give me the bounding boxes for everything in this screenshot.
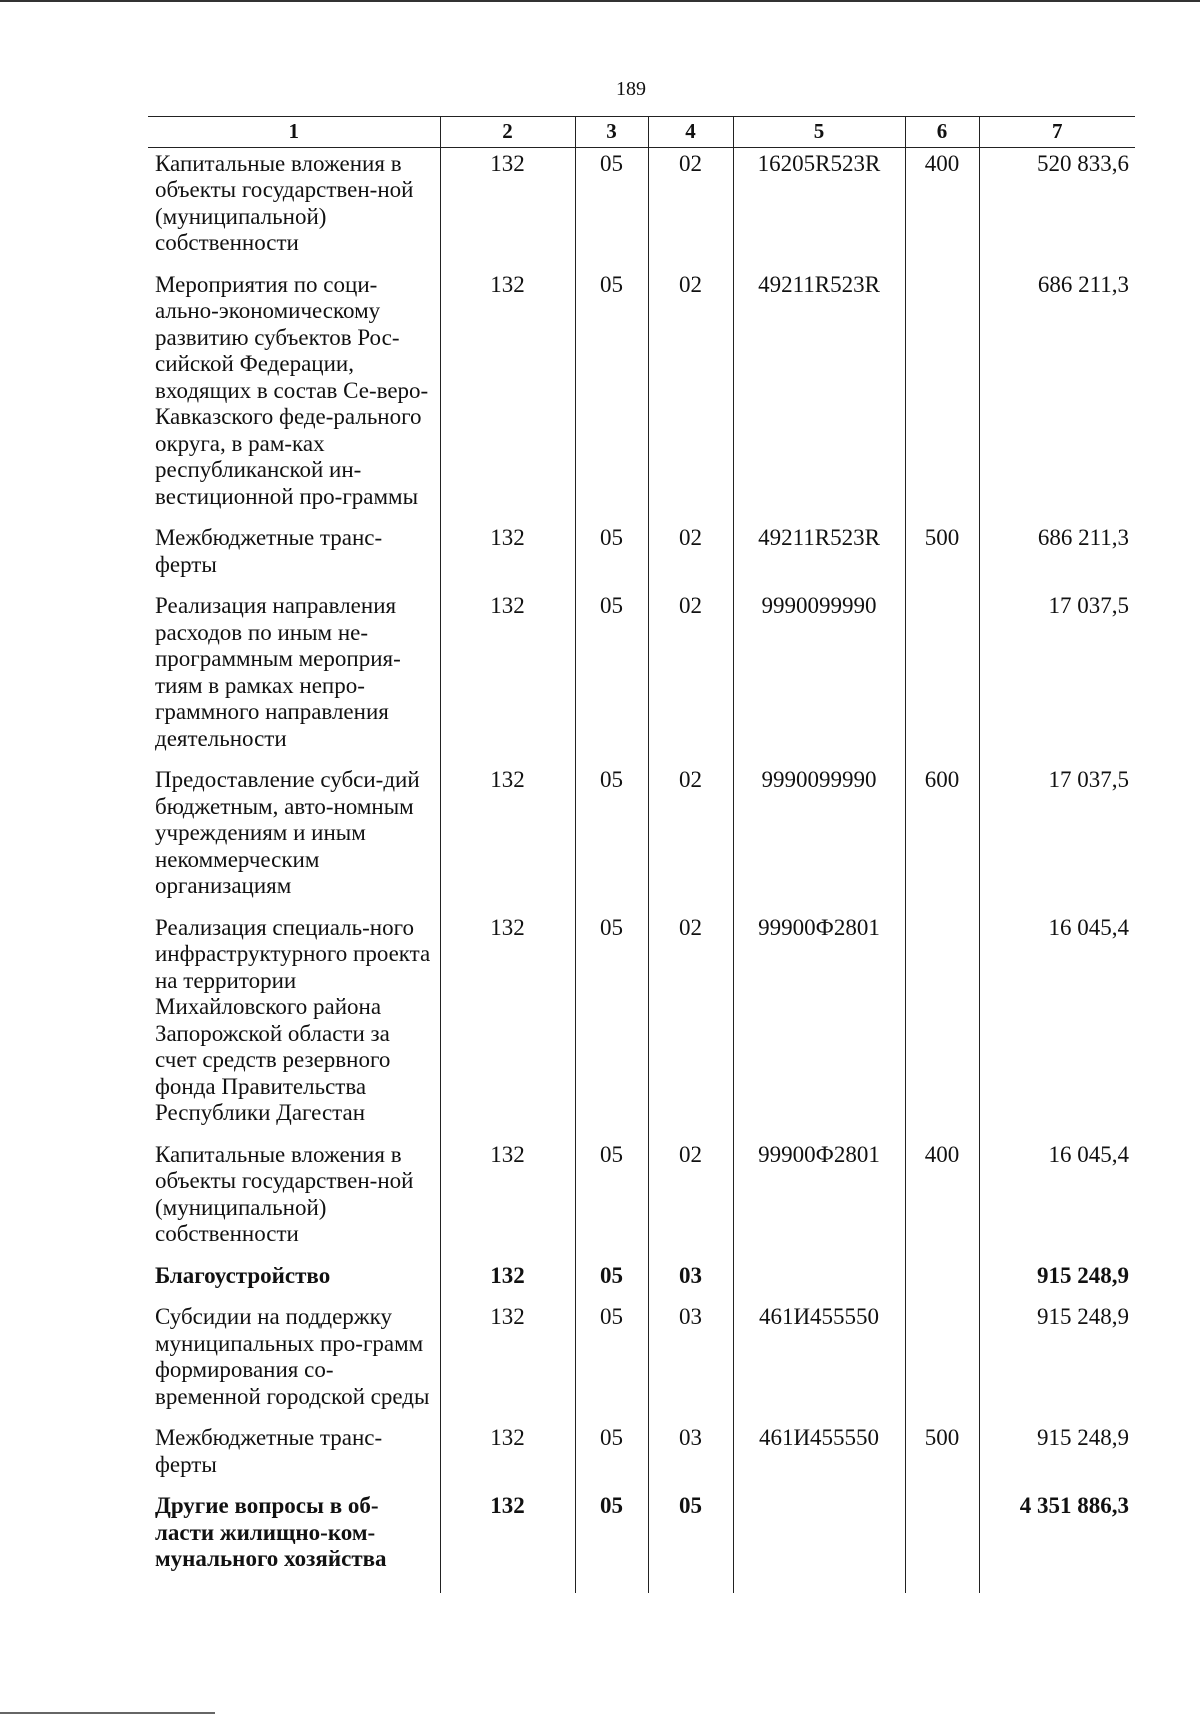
row-col6-cell <box>905 590 979 764</box>
table-row <box>148 147 1135 269</box>
table-row <box>148 1260 1135 1302</box>
row-col4-cell: 02 <box>648 269 733 523</box>
row-col3-cell: 05 <box>575 147 648 269</box>
row-amount-cell: 4 351 886,3 <box>979 1490 1135 1593</box>
row-col5-cell: 461И455550 <box>733 1422 905 1490</box>
row-col3-cell: 05 <box>575 1490 648 1593</box>
row-col6-cell: 400 <box>905 1139 979 1260</box>
row-col2-cell: 132 <box>440 269 575 523</box>
table-body <box>148 147 1135 1593</box>
row-amount-cell: 686 211,3 <box>979 522 1135 590</box>
row-col2-cell: 132 <box>440 147 575 269</box>
row-amount-cell: 915 248,9 <box>979 1422 1135 1490</box>
row-col4-cell: 03 <box>648 1260 733 1302</box>
row-col5-cell: 49211R523R <box>733 522 905 590</box>
row-col5-cell <box>733 1490 905 1593</box>
header-row <box>148 117 1135 148</box>
page-number: 189 <box>616 78 646 100</box>
table-row <box>148 764 1135 912</box>
column-header-5: 5 <box>733 117 905 148</box>
budget-table <box>148 116 1135 1593</box>
row-col4-cell: 02 <box>648 1139 733 1260</box>
row-col6-cell <box>905 269 979 523</box>
row-col3-cell: 05 <box>575 522 648 590</box>
row-col5-cell: 99900Ф2801 <box>733 912 905 1139</box>
row-name-cell: Межбюджетные транс-ферты <box>155 525 383 577</box>
column-header-6: 6 <box>905 117 979 148</box>
row-col5-cell: 9990099990 <box>733 590 905 764</box>
row-col4-cell: 05 <box>648 1490 733 1593</box>
row-amount-cell: 915 248,9 <box>979 1260 1135 1302</box>
table-row <box>148 1301 1135 1422</box>
row-amount-cell: 17 037,5 <box>979 590 1135 764</box>
row-col5-cell: 49211R523R <box>733 269 905 523</box>
row-col4-cell: 02 <box>648 147 733 269</box>
row-col4-cell: 02 <box>648 522 733 590</box>
row-col6-cell: 600 <box>905 764 979 912</box>
row-col3-cell: 05 <box>575 1139 648 1260</box>
row-name-cell: Реализация специаль-ного инфраструктурного проекта на территории Михайловского района Запорожской области за счет средств резервного фонда Правительства Республики Дагестан <box>155 914 431 1125</box>
row-name-cell: Субсидии на поддержку муниципальных про-грамм формирования со-временной городской среды <box>155 1304 430 1409</box>
table-row <box>148 1139 1135 1260</box>
column-header-4: 4 <box>648 117 733 148</box>
row-amount-cell: 17 037,5 <box>979 764 1135 912</box>
row-amount-cell: 686 211,3 <box>979 269 1135 523</box>
row-name-cell: Реализация направления расходов по иным не-программным мероприя-тиям в рамках непро-граммного направления деятельности <box>155 593 401 751</box>
row-col5-cell <box>733 1260 905 1302</box>
row-name-cell: Благоустройство <box>155 1262 331 1288</box>
row-col6-cell <box>905 1260 979 1302</box>
column-header-1: 1 <box>148 117 440 148</box>
row-col5-cell: 16205R523R <box>733 147 905 269</box>
row-col2-cell: 132 <box>440 1260 575 1302</box>
row-col3-cell: 05 <box>575 1301 648 1422</box>
table-row <box>148 912 1135 1139</box>
row-col2-cell: 132 <box>440 1301 575 1422</box>
row-name-cell: Другие вопросы в об-ласти жилищно-ком-мунального хозяйства <box>155 1493 387 1571</box>
row-col6-cell: 500 <box>905 1422 979 1490</box>
column-header-7: 7 <box>979 117 1135 148</box>
row-amount-cell: 915 248,9 <box>979 1301 1135 1422</box>
row-col6-cell: 400 <box>905 147 979 269</box>
row-name-cell: Капитальные вложения в объекты государствен-ной (муниципальной) собственности <box>155 1141 414 1246</box>
table-row <box>148 1422 1135 1490</box>
row-col5-cell: 461И455550 <box>733 1301 905 1422</box>
row-col3-cell: 05 <box>575 269 648 523</box>
row-col4-cell: 02 <box>648 764 733 912</box>
top-rule <box>0 0 1200 2</box>
row-amount-cell: 16 045,4 <box>979 912 1135 1139</box>
table-row <box>148 269 1135 523</box>
row-col5-cell: 99900Ф2801 <box>733 1139 905 1260</box>
row-name-cell: Мероприятия по соци-ально-экономическому развитию субъектов Рос-сийской Федерации, входящих в состав Се-веро-Кавказского феде-рального округа, в рам-ках республиканской ин-вестиционной про-граммы <box>155 271 429 509</box>
row-col5-cell: 9990099990 <box>733 764 905 912</box>
row-col3-cell: 05 <box>575 1422 648 1490</box>
row-col3-cell: 05 <box>575 590 648 764</box>
row-col4-cell: 02 <box>648 912 733 1139</box>
row-amount-cell: 16 045,4 <box>979 1139 1135 1260</box>
bottom-rule <box>0 1712 215 1714</box>
row-col2-cell: 132 <box>440 764 575 912</box>
row-name-cell: Капитальные вложения в объекты государствен-ной (муниципальной) собственности <box>155 150 414 255</box>
row-col2-cell: 132 <box>440 522 575 590</box>
row-col4-cell: 03 <box>648 1301 733 1422</box>
row-col2-cell: 132 <box>440 1422 575 1490</box>
row-col6-cell <box>905 912 979 1139</box>
row-col3-cell: 05 <box>575 912 648 1139</box>
row-col2-cell: 132 <box>440 1139 575 1260</box>
table-row <box>148 522 1135 590</box>
column-header-2: 2 <box>440 117 575 148</box>
row-col3-cell: 05 <box>575 764 648 912</box>
row-col2-cell: 132 <box>440 1490 575 1593</box>
column-header-3: 3 <box>575 117 648 148</box>
row-col4-cell: 02 <box>648 590 733 764</box>
row-col2-cell: 132 <box>440 912 575 1139</box>
row-amount-cell: 520 833,6 <box>979 147 1135 269</box>
row-col2-cell: 132 <box>440 590 575 764</box>
table-row <box>148 590 1135 764</box>
row-name-cell: Межбюджетные транс-ферты <box>155 1425 383 1477</box>
row-col6-cell <box>905 1301 979 1422</box>
row-col6-cell <box>905 1490 979 1593</box>
row-col6-cell: 500 <box>905 522 979 590</box>
table-row <box>148 1490 1135 1593</box>
row-col4-cell: 03 <box>648 1422 733 1490</box>
row-name-cell: Предоставление субси-дий бюджетным, авто-номным учреждениям и иным некоммерческим организациям <box>155 767 420 898</box>
row-col3-cell: 05 <box>575 1260 648 1302</box>
